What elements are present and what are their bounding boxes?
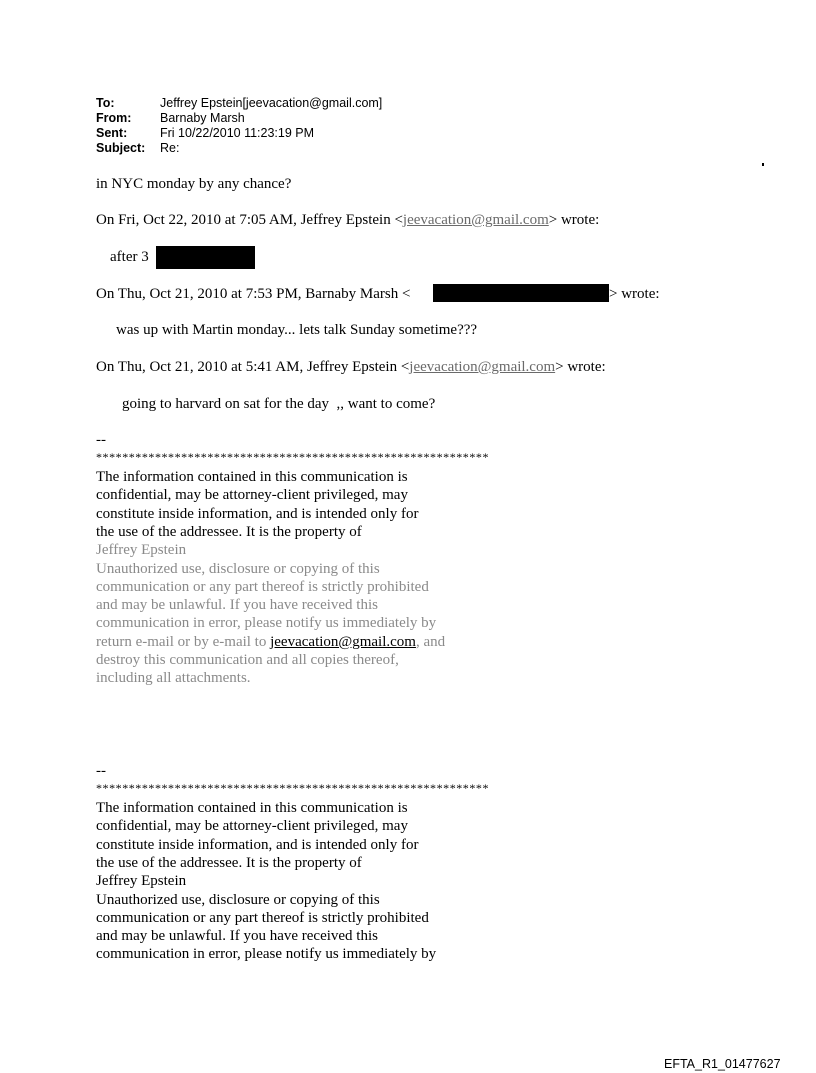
disclaimer-line: and may be unlawful. If you have received this xyxy=(96,597,378,614)
quote-attribution xyxy=(96,211,599,229)
disclaimer-line: the use of the addressee. It is the property of xyxy=(96,854,362,871)
to-label: To: xyxy=(96,96,115,110)
disclaimer-line: communication or any part thereof is strictly prohibited xyxy=(96,578,429,595)
sent-value: Fri 10/22/2010 11:23:19 PM xyxy=(160,126,315,140)
disclaimer-line: and may be unlawful. If you have received this xyxy=(96,928,378,945)
quote-suffix: > wrote: xyxy=(555,359,606,375)
disclaimer-line: destroy this communication and all copies thereof, xyxy=(96,652,399,668)
disclaimer-line: confidential, may be attorney-client privileged, may xyxy=(96,487,408,504)
stray-mark xyxy=(762,163,764,166)
sent-label: Sent: xyxy=(96,126,128,140)
disclaimer-line: Unauthorized use, disclosure or copying of this xyxy=(96,891,380,908)
disclaimer-line: confidential, may be attorney-client privileged, may xyxy=(96,818,408,835)
quote-prefix: On Thu, Oct 21, 2010 at 7:53 PM, Barnaby Marsh < xyxy=(96,286,411,302)
disclaimer-text: , and xyxy=(415,633,446,650)
disclaimer-line: Jeffrey Epstein xyxy=(96,873,187,890)
to-value: Jeffrey Epstein[jeevacation@gmail.com] xyxy=(160,96,383,110)
quote-attribution xyxy=(96,285,410,303)
disclaimer-line: constitute inside information, and is intended only for xyxy=(96,836,419,853)
quote-prefix: On Thu, Oct 21, 2010 at 5:41 AM, Jeffrey Epstein < xyxy=(96,359,410,375)
signature-dashes: -- xyxy=(96,432,106,448)
disclaimer-line: The information contained in this communication is xyxy=(96,800,408,816)
separator-stars: ************************************************************ xyxy=(96,781,489,795)
disclaimer-line: communication or any part thereof is strictly prohibited xyxy=(96,909,429,926)
disclaimer-line: including all attachments. xyxy=(96,670,251,687)
email-link[interactable]: jeevacation@gmail.com xyxy=(409,359,556,375)
subject-value: Re: xyxy=(160,141,180,155)
email-link[interactable]: jeevacation@gmail.com xyxy=(270,633,416,650)
disclaimer-line: communication in error, please notify us immediately by xyxy=(96,615,437,632)
disclaimer-line: Unauthorized use, disclosure or copying of this xyxy=(96,560,380,577)
quote-prefix: On Fri, Oct 22, 2010 at 7:05 AM, Jeffrey Epstein < xyxy=(96,212,403,228)
message-text: in NYC monday by any chance? xyxy=(96,176,292,192)
disclaimer-line: constitute inside information, and is intended only for xyxy=(96,505,419,522)
message-text: was up with Martin monday... lets talk Sunday sometime??? xyxy=(116,322,478,338)
redaction-block xyxy=(156,246,255,269)
separator-stars: ************************************************************ xyxy=(96,450,489,464)
message-text: after 3 xyxy=(110,249,149,265)
from-value: Barnaby Marsh xyxy=(160,111,245,125)
disclaimer-line xyxy=(96,633,445,651)
document-id: EFTA_R1_01477627 xyxy=(664,1057,781,1071)
subject-label: Subject: xyxy=(96,141,146,155)
disclaimer-text: return e-mail or by e-mail to xyxy=(96,633,271,650)
disclaimer-line: the use of the addressee. It is the property of xyxy=(96,523,362,540)
quote-suffix: > wrote: xyxy=(609,286,660,302)
disclaimer-line: The information contained in this communication is xyxy=(96,469,408,485)
disclaimer-line: Jeffrey Epstein xyxy=(96,542,187,559)
message-text: going to harvard on sat for the day ,, want to come? xyxy=(122,396,436,412)
quote-attribution xyxy=(96,358,606,376)
disclaimer-line: communication in error, please notify us immediately by xyxy=(96,946,437,963)
redaction-block xyxy=(433,284,609,302)
email-link[interactable]: jeevacation@gmail.com xyxy=(402,212,549,228)
signature-dashes: -- xyxy=(96,763,106,779)
from-label: From: xyxy=(96,111,132,125)
quote-suffix: > wrote: xyxy=(548,212,600,228)
